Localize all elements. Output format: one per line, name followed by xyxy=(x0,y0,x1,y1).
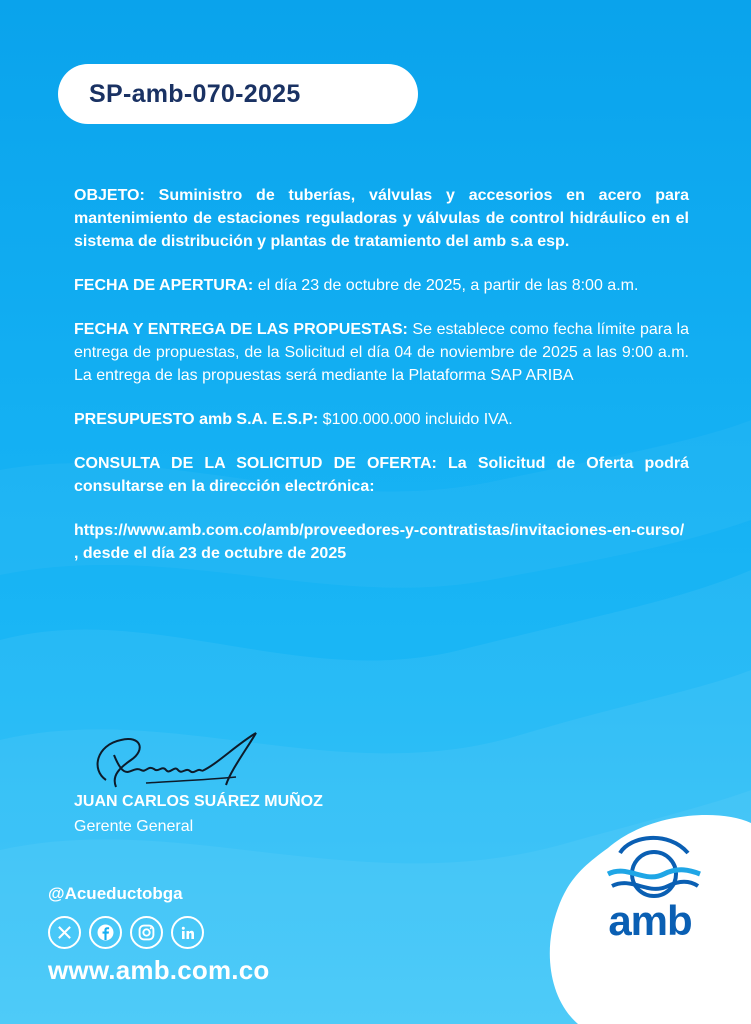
section-label: PRESUPUESTO amb S.A. E.S.P: xyxy=(74,411,319,428)
linkedin-icon[interactable] xyxy=(171,916,204,949)
signer-role: Gerente General xyxy=(74,818,194,835)
section-label: CONSULTA DE LA SOLICITUD DE OFERTA: xyxy=(74,455,437,472)
section-presupuesto xyxy=(74,408,689,431)
section-text: $100.000.000 incluido IVA. xyxy=(322,411,513,428)
document-code-banner xyxy=(58,64,418,124)
section-label: FECHA Y ENTREGA DE LAS PROPUESTAS: xyxy=(74,321,408,338)
social-handle: @Acueductobga xyxy=(48,884,183,903)
website-url[interactable]: www.amb.com.co xyxy=(48,955,270,985)
section-label: OBJETO: xyxy=(74,187,145,204)
instagram-icon[interactable] xyxy=(130,916,163,949)
signer-block xyxy=(74,792,323,838)
section-text: el día 23 de octubre de 2025, a partir de las 8:00 a.m. xyxy=(257,277,639,294)
facebook-icon[interactable] xyxy=(89,916,122,949)
section-fecha-apertura xyxy=(74,274,689,297)
section-text: Se establece como fecha límite para la entrega de propuestas, de la Solicitud el día 04 de noviembre de 2025 a las 9:00 a.m. La entrega de las propuestas será mediante la Plataforma SAP ARIBA xyxy=(74,321,690,384)
social-icons xyxy=(48,916,204,949)
consultation-url[interactable]: https://www.amb.com.co/amb/proveedores-y-contratistas/invitaciones-en-curso/ , desde el día 23 de octubre de 2025 xyxy=(74,522,685,562)
section-text: La Solicitud de Oferta podrá consultarse en la dirección electrónica: xyxy=(74,455,689,495)
notice-body xyxy=(74,184,689,586)
section-objeto xyxy=(74,184,689,253)
section-entrega-propuestas xyxy=(74,318,689,387)
x-icon[interactable] xyxy=(48,916,81,949)
section-text: Suministro de tuberías, válvulas y accesorios en acero para mantenimiento de estaciones reguladoras y válvulas de control hidráulico en el sistema de distribución y plantas de tratamiento del amb s.a esp. xyxy=(74,187,689,250)
section-consulta xyxy=(74,452,689,498)
signer-name: JUAN CARLOS SUÁREZ MUÑOZ xyxy=(74,793,323,810)
amb-logo: amb xyxy=(608,897,692,944)
document-code: SP-amb-070-2025 xyxy=(89,79,301,108)
section-label: FECHA DE APERTURA: xyxy=(74,277,254,294)
